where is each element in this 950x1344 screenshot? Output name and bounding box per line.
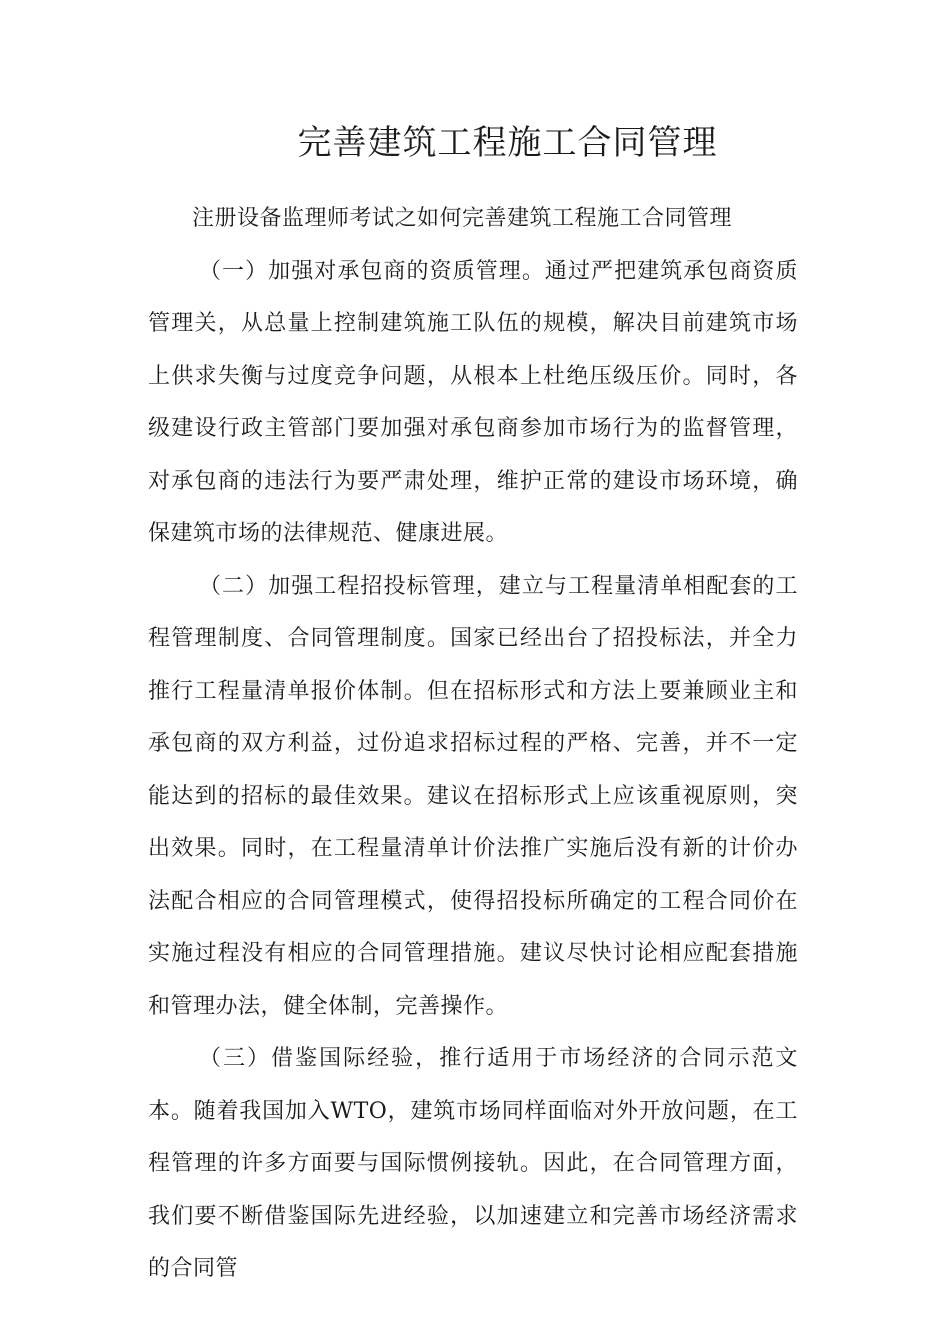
paragraph-3: （三）借鉴国际经验，推行适用于市场经济的合同示范文本。随着我国加入WTO，建筑市场同样面临对外开放问题，在工程管理的许多方面要与国际惯例接轨。因此，在合同管理方面，我们要不断借鉴国际先进经验，以加速建立和完善市场经济需求的合同管: [148, 1046, 798, 1281]
paragraph-2: （二）加强工程招投标管理，建立与工程量清单相配套的工程管理制度、合同管理制度。国家已经出台了招投标法，并全力推行工程量清单报价体制。但在招标形式和方法上要兼顾业主和承包商的双方利益，过份追求招标过程的严格、完善，并不一定能达到的招标的最佳效果。建议在招标形式上应该重视原则，突出效果。同时，在工程量清单计价法推广实施后没有新的计价办法配合相应的合同管理模式，使得招投标所确定的工程合同价在实施过程没有相应的合同管理措施。建议尽快讨论相应配套措施和管理办法，健全体制，完善操作。: [148, 573, 798, 1019]
paragraph-1: （一）加强对承包商的资质管理。通过严把建筑承包商资质管理关，从总量上控制建筑施工队伍的规模，解决目前建筑市场上供求失衡与过度竞争问题，从根本上杜绝压级压价。同时，各级建设行政主管部门要加强对承包商参加市场行为的监督管理，对承包商的违法行为要严肃处理，维护正常的建设市场环境，确保建筑市场的法律规范、健康进展。: [148, 258, 798, 546]
document-title: 完善建筑工程施工合同管理: [297, 123, 718, 163]
document-body: [148, 193, 798, 1296]
intro-paragraph: 注册设备监理师考试之如何完善建筑工程施工合同管理: [192, 206, 733, 231]
